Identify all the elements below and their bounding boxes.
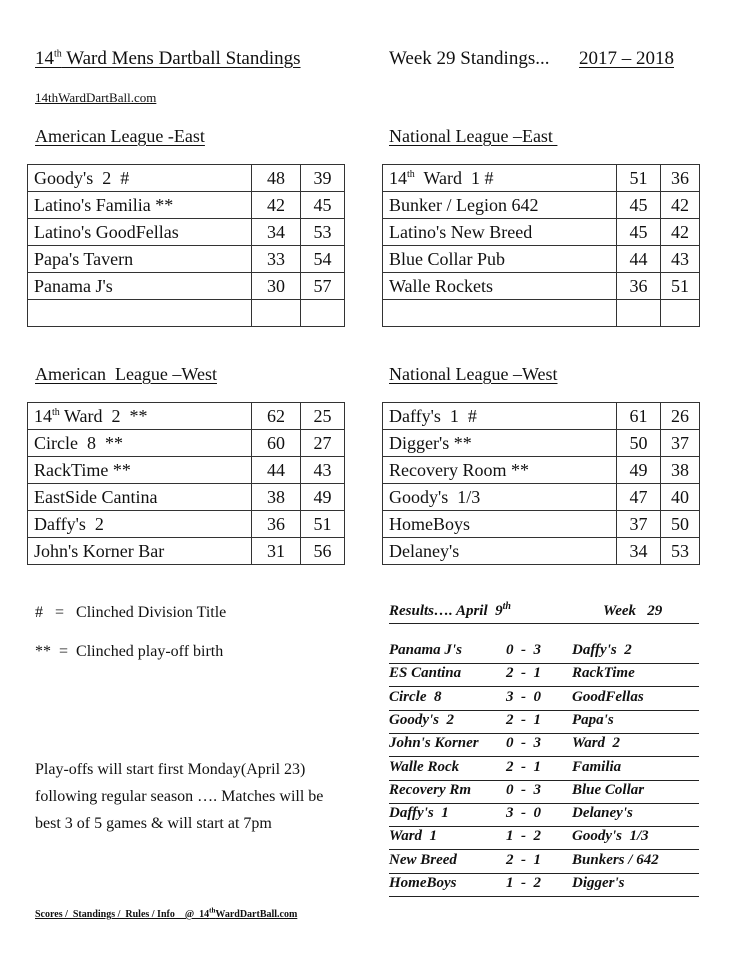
team-name: John's Korner Bar xyxy=(28,538,252,565)
losses xyxy=(661,300,700,327)
game-score: 2 - 1 xyxy=(506,851,541,868)
result-row xyxy=(389,803,699,827)
team-name: Walle Rockets xyxy=(383,273,617,300)
wins: 60 xyxy=(252,430,301,457)
table-row xyxy=(28,273,345,300)
table-row xyxy=(383,538,700,565)
table-row xyxy=(383,403,700,430)
home-team: HomeBoys xyxy=(389,875,457,891)
losses: 25 xyxy=(301,403,345,430)
table-row xyxy=(383,219,700,246)
league-title-nl-west: National League –West xyxy=(389,364,558,384)
table-row xyxy=(383,511,700,538)
team-name: Bunker / Legion 642 xyxy=(383,192,617,219)
table-row xyxy=(28,511,345,538)
table-row xyxy=(28,165,345,192)
standings-table-nl-east xyxy=(382,164,700,327)
table-row xyxy=(28,246,345,273)
losses: 38 xyxy=(661,457,700,484)
result-row xyxy=(389,873,699,897)
team-name: Digger's ** xyxy=(383,430,617,457)
results-week: Week 29 xyxy=(603,603,663,619)
losses: 37 xyxy=(661,430,700,457)
team-name: Latino's Familia ** xyxy=(28,192,252,219)
team-name xyxy=(383,300,617,327)
losses: 57 xyxy=(301,273,345,300)
losses: 42 xyxy=(661,192,700,219)
team-name xyxy=(28,300,252,327)
game-score: 3 - 0 xyxy=(506,688,541,705)
team-name: 14th Ward 2 ** xyxy=(28,403,252,430)
result-row xyxy=(389,826,699,850)
team-name: HomeBoys xyxy=(383,511,617,538)
table-row xyxy=(28,457,345,484)
team-name: Circle 8 ** xyxy=(28,430,252,457)
table-row xyxy=(383,165,700,192)
result-row xyxy=(389,780,699,804)
losses: 26 xyxy=(661,403,700,430)
table-row xyxy=(383,273,700,300)
losses: 40 xyxy=(661,484,700,511)
table-row xyxy=(28,403,345,430)
wins: 30 xyxy=(252,273,301,300)
standings-table-al-east xyxy=(27,164,345,327)
home-team: Walle Rock xyxy=(389,758,460,775)
away-team: RackTime xyxy=(572,665,635,682)
away-team: Blue Collar xyxy=(572,781,645,798)
footer-links[interactable]: Scores / Standings / Rules / Info @ 14thWardDartBall.com xyxy=(35,906,298,920)
losses: 27 xyxy=(301,430,345,457)
home-team: Daffy's 1 xyxy=(389,805,449,822)
result-row xyxy=(389,757,699,781)
away-team: GoodFellas xyxy=(572,688,644,705)
losses: 42 xyxy=(661,219,700,246)
wins: 62 xyxy=(252,403,301,430)
away-team: Ward 2 xyxy=(572,735,621,752)
table-row xyxy=(383,484,700,511)
table-row xyxy=(383,246,700,273)
team-name: Blue Collar Pub xyxy=(383,246,617,273)
wins: 49 xyxy=(617,457,661,484)
away-team: Digger's xyxy=(572,875,625,891)
game-score: 1 - 2 xyxy=(506,828,541,845)
league-title-al-west: American League –West xyxy=(35,364,217,384)
losses xyxy=(301,300,345,327)
result-row xyxy=(389,640,699,664)
losses: 51 xyxy=(661,273,700,300)
losses: 45 xyxy=(301,192,345,219)
team-name: Delaney's xyxy=(383,538,617,565)
result-row xyxy=(389,733,699,757)
wins: 36 xyxy=(252,511,301,538)
home-team: ES Cantina xyxy=(389,665,462,682)
result-row xyxy=(389,710,699,734)
legend-clinched-playoff: ** = Clinched play-off birth xyxy=(35,643,224,660)
legend-clinched-title: # = Clinched Division Title xyxy=(35,604,227,621)
wins: 42 xyxy=(252,192,301,219)
team-name: EastSide Cantina xyxy=(28,484,252,511)
website-link[interactable]: 14thWardDartBall.com xyxy=(35,90,157,105)
game-score: 2 - 1 xyxy=(506,665,541,682)
wins: 48 xyxy=(252,165,301,192)
losses: 43 xyxy=(661,246,700,273)
wins: 44 xyxy=(617,246,661,273)
losses: 51 xyxy=(301,511,345,538)
game-score: 2 - 1 xyxy=(506,711,541,728)
page-title: 14th Ward Mens Dartball Standings xyxy=(35,48,301,69)
losses: 43 xyxy=(301,457,345,484)
table-row xyxy=(28,219,345,246)
wins xyxy=(617,300,661,327)
table-row xyxy=(28,538,345,565)
team-name: Goody's 1/3 xyxy=(383,484,617,511)
losses: 36 xyxy=(661,165,700,192)
wins: 34 xyxy=(252,219,301,246)
team-name: Papa's Tavern xyxy=(28,246,252,273)
away-team: Daffy's 2 xyxy=(572,642,632,658)
home-team: Recovery Rm xyxy=(389,781,472,798)
away-team: Bunkers / 642 xyxy=(572,851,659,868)
team-name: Goody's 2 # xyxy=(28,165,252,192)
losses: 50 xyxy=(661,511,700,538)
losses: 53 xyxy=(301,219,345,246)
team-name: Recovery Room ** xyxy=(383,457,617,484)
away-team: Goody's 1/3 xyxy=(572,828,649,845)
game-score: 1 - 2 xyxy=(506,875,541,891)
result-row xyxy=(389,687,699,711)
table-row xyxy=(28,192,345,219)
game-score: 0 - 3 xyxy=(506,781,541,798)
losses: 53 xyxy=(661,538,700,565)
game-score: 2 - 1 xyxy=(506,758,541,775)
team-name: 14th Ward 1 # xyxy=(383,165,617,192)
wins: 38 xyxy=(252,484,301,511)
wins: 37 xyxy=(617,511,661,538)
table-row xyxy=(28,484,345,511)
losses: 49 xyxy=(301,484,345,511)
team-name: Daffy's 1 # xyxy=(383,403,617,430)
wins: 34 xyxy=(617,538,661,565)
table-row xyxy=(28,430,345,457)
standings-table-nl-west xyxy=(382,402,700,565)
team-name: Panama J's xyxy=(28,273,252,300)
result-row xyxy=(389,850,699,874)
team-name: Daffy's 2 xyxy=(28,511,252,538)
table-row xyxy=(383,457,700,484)
home-team: New Breed xyxy=(389,851,457,868)
wins: 31 xyxy=(252,538,301,565)
losses: 39 xyxy=(301,165,345,192)
team-name: Latino's New Breed xyxy=(383,219,617,246)
home-team: Panama J's xyxy=(389,642,462,658)
table-row xyxy=(383,300,700,327)
result-row xyxy=(389,663,699,687)
wins: 51 xyxy=(617,165,661,192)
away-team: Delaney's xyxy=(572,805,633,822)
season: 2017 – 2018 xyxy=(579,48,674,69)
wins: 47 xyxy=(617,484,661,511)
game-score: 0 - 3 xyxy=(506,735,541,752)
team-name: RackTime ** xyxy=(28,457,252,484)
league-title-al-east: American League -East xyxy=(35,126,205,146)
wins: 36 xyxy=(617,273,661,300)
week-label: Week 29 Standings... xyxy=(389,48,550,69)
league-title-nl-east: National League –East xyxy=(389,126,558,146)
game-score: 3 - 0 xyxy=(506,805,541,822)
losses: 54 xyxy=(301,246,345,273)
wins: 61 xyxy=(617,403,661,430)
wins: 45 xyxy=(617,192,661,219)
standings-table-al-west xyxy=(27,402,345,565)
table-row xyxy=(383,430,700,457)
away-team: Familia xyxy=(572,758,622,775)
team-name: Latino's GoodFellas xyxy=(28,219,252,246)
playoffs-note: Play-offs will start first Monday(April 23) following regular season …. Matches will be best 3 of 5 games & will start at 7pm xyxy=(35,761,324,832)
losses: 56 xyxy=(301,538,345,565)
wins: 33 xyxy=(252,246,301,273)
table-row xyxy=(383,192,700,219)
wins: 45 xyxy=(617,219,661,246)
results-header: Results…. April 9th Week 29 xyxy=(389,603,699,624)
wins: 50 xyxy=(617,430,661,457)
away-team: Papa's xyxy=(572,711,614,728)
wins xyxy=(252,300,301,327)
home-team: John's Korner xyxy=(389,735,479,752)
wins: 44 xyxy=(252,457,301,484)
game-score: 0 - 3 xyxy=(506,642,541,658)
home-team: Goody's 2 xyxy=(389,711,454,728)
home-team: Circle 8 xyxy=(389,688,442,705)
home-team: Ward 1 xyxy=(389,828,438,845)
table-row xyxy=(28,300,345,327)
